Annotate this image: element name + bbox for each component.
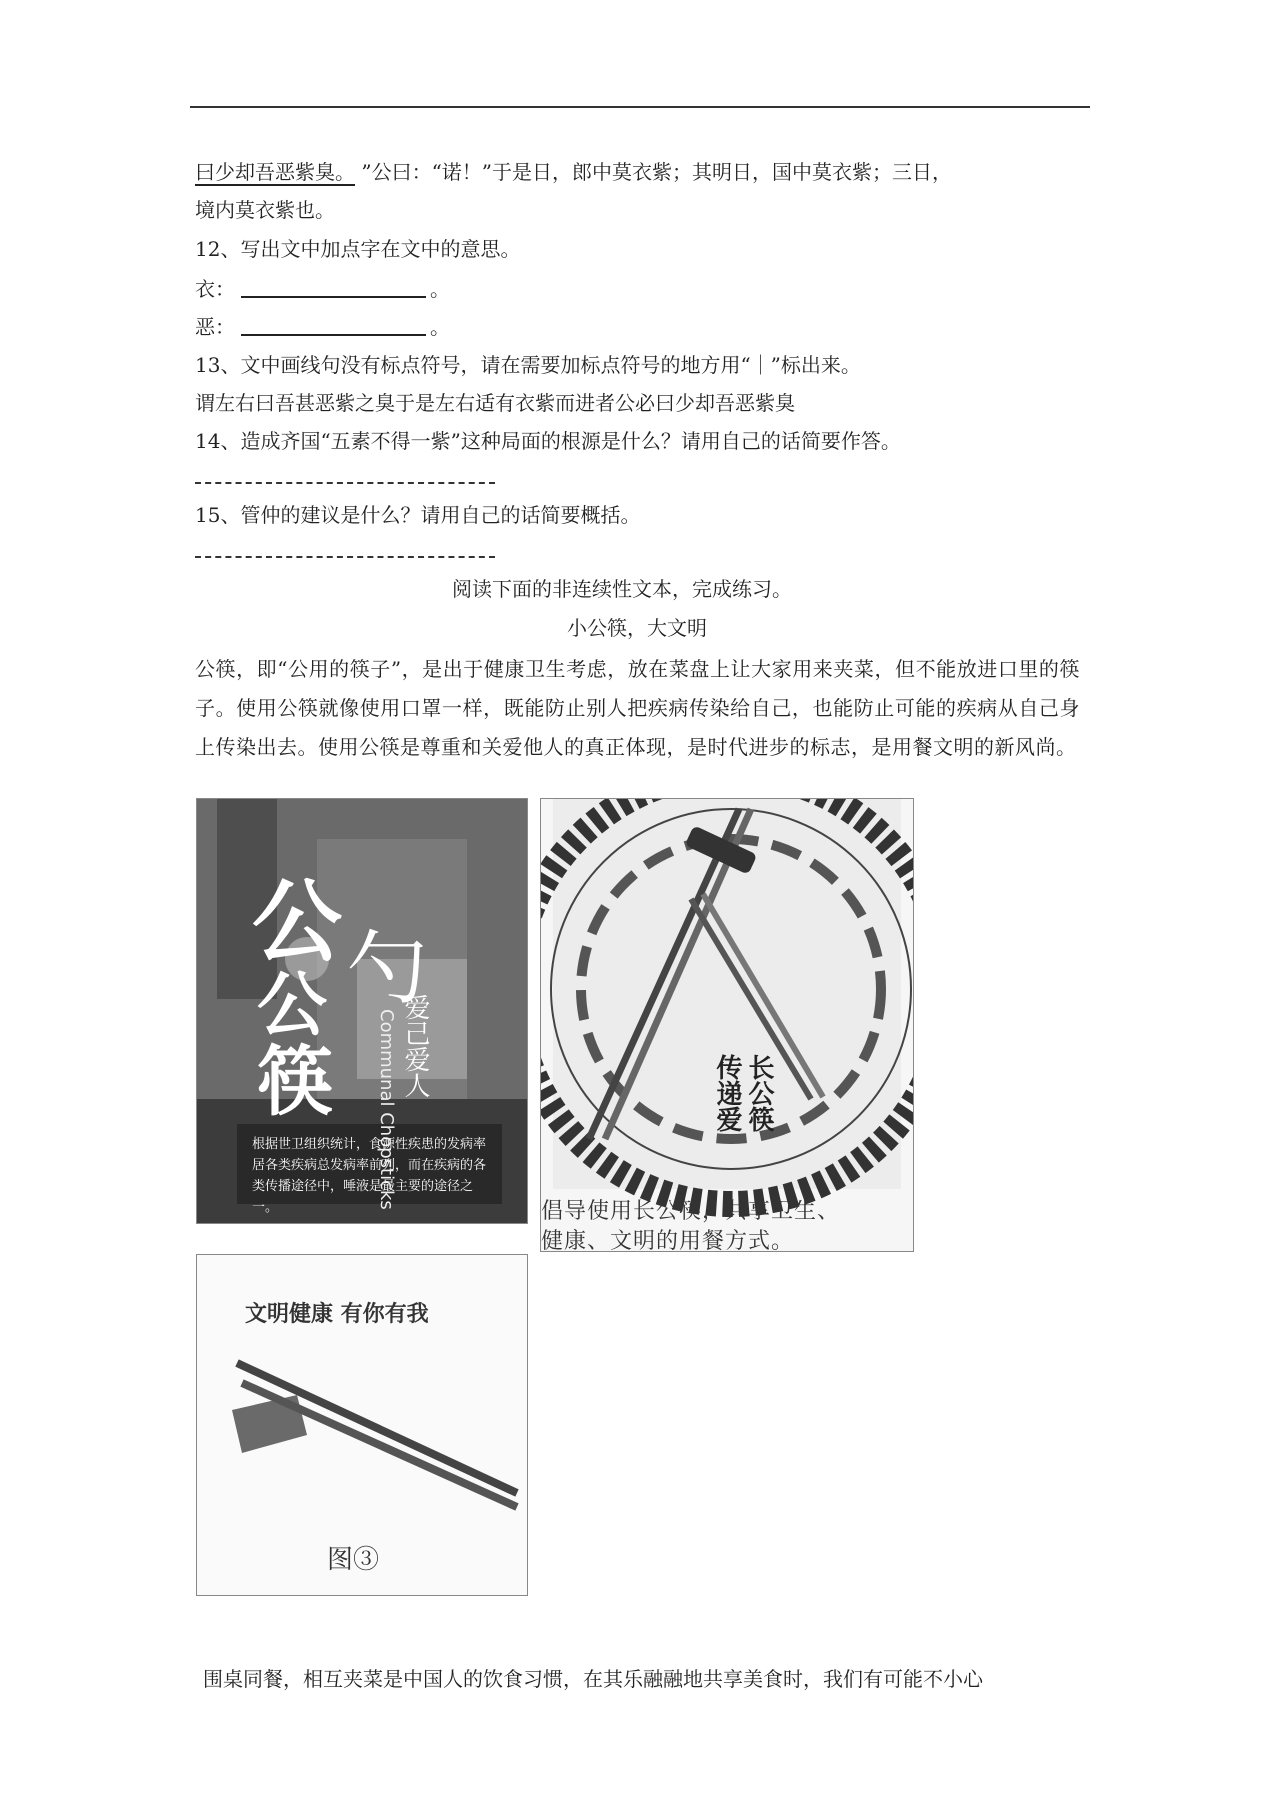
question-13-sentence: 谓左右曰吾甚恶紫之臭于是左右适有衣紫而进者公必曰少却吾恶紫臭 xyxy=(195,391,795,415)
period: 。 xyxy=(430,277,450,301)
answer-blank-wu[interactable] xyxy=(241,314,426,336)
yi-label: 衣： xyxy=(195,277,235,301)
reading-title: 小公筷，大文明 xyxy=(567,616,707,640)
answer-line-15[interactable] xyxy=(195,556,495,558)
question-14: 14、造成齐国“五素不得一紫”这种局面的根源是什么？请用自己的话简要作答。 xyxy=(195,429,901,453)
header-rule xyxy=(190,106,1090,108)
reading-paragraph-1: 公筷，即“公用的筷子”，是出于健康卫生考虑，放在菜盘上让大家用来夹菜，但不能放进口里的筷子。使用公筷就像使用口罩一样，既能防止别人把疾病传染给自己，也能防止可能的疾病从自己身上传染出去。使用公筷是尊重和关爱他人的真正体现，是时代进步的标志，是用餐文明的新风尚。 xyxy=(195,657,1080,759)
poster-char-shao: 勺 xyxy=(347,922,427,1015)
answer-line-14[interactable] xyxy=(195,482,495,484)
answer-blank-yi[interactable] xyxy=(241,276,426,298)
question-13: 13、文中画线句没有标点符号，请在需要加标点符号的地方用“｜”标出来。 xyxy=(195,353,861,377)
period: 。 xyxy=(430,315,450,339)
text-line-2: 境内莫衣紫也。 xyxy=(195,198,335,222)
poster-char-kuai: 筷 xyxy=(257,1037,333,1126)
text-line-1-rest: ”公曰：“诺！”于是日，郎中莫衣紫；其明日，国中莫衣紫；三日， xyxy=(355,160,953,184)
reading-paragraph-2: 围桌同餐，相互夹菜是中国人的饮食习惯，在其乐融融地共享美食时，我们有可能不小心 xyxy=(203,1667,983,1691)
underlined-sentence: 曰少却吾恶紫臭。 xyxy=(195,160,355,184)
question-15: 15、管仲的建议是什么？请用自己的话简要概括。 xyxy=(195,503,641,527)
wu-label: 恶： xyxy=(195,315,235,339)
poster-caption: 根据世卫组织统计，食源性疾患的发病率居各类疾病总发病率前列，而在疾病的各类传播途径中，唾液是最主要的途径之一。 xyxy=(252,1137,487,1215)
poster-long-chopsticks xyxy=(540,798,914,1252)
plate-with-chopsticks xyxy=(541,799,913,1251)
poster-2-caption-line2: 健康、文明的用餐方式。 xyxy=(541,1229,795,1252)
reading-instruction: 阅读下面的非连续性文本，完成练习。 xyxy=(452,577,792,601)
chopstick-icon xyxy=(242,1383,517,1507)
poster-side-text: 爱己爱人 xyxy=(400,994,430,1098)
figure-3-label: 图③ xyxy=(327,1545,380,1575)
poster-2-caption-line1: 倡导使用长公筷，共享卫生、 xyxy=(541,1199,841,1224)
poster-communal-chopsticks xyxy=(196,798,528,1224)
poster-civilized-health xyxy=(196,1254,528,1596)
poster-char-gong2: 公 xyxy=(257,964,327,1046)
poster-2-vertical-right: 长公筷 xyxy=(744,1054,774,1132)
poster-char-gong: 公 xyxy=(252,870,342,975)
poster-2-vertical-left: 传递爱 xyxy=(712,1054,742,1132)
question-12-yi xyxy=(195,275,450,303)
text-line-1 xyxy=(195,158,952,186)
poster-3-title: 文明健康 有你有我 xyxy=(245,1302,429,1327)
question-12-wu xyxy=(195,313,450,341)
poster-english-title: Communal Chopsticks xyxy=(376,1009,397,1210)
question-12: 12、写出文中加点字在文中的意思。 xyxy=(195,237,521,261)
